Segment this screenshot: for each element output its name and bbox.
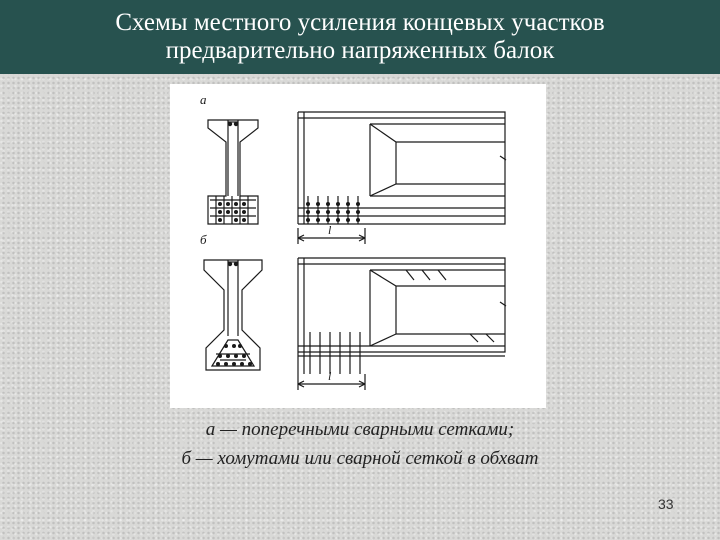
- reinforcement-drawing: [170, 84, 546, 408]
- page-number: 33: [658, 496, 674, 512]
- section-a-cross-section: [208, 120, 258, 224]
- dimension-label-b: l: [328, 369, 332, 383]
- label-b: б: [200, 232, 207, 247]
- slide-title-line-2: предварительно напряженных балок: [165, 37, 555, 64]
- section-b-cross-section: [204, 260, 262, 370]
- caption-a: а — поперечными сварными сетками;: [205, 419, 515, 440]
- label-a: a: [200, 92, 207, 107]
- caption-b: б — хомутами или сварной сеткой в обхват: [181, 448, 539, 469]
- dimension-label-a: l: [328, 223, 332, 237]
- slide-title-bar: [0, 0, 720, 74]
- slide-title-line-1: Схемы местного усиления концевых участков: [115, 9, 605, 36]
